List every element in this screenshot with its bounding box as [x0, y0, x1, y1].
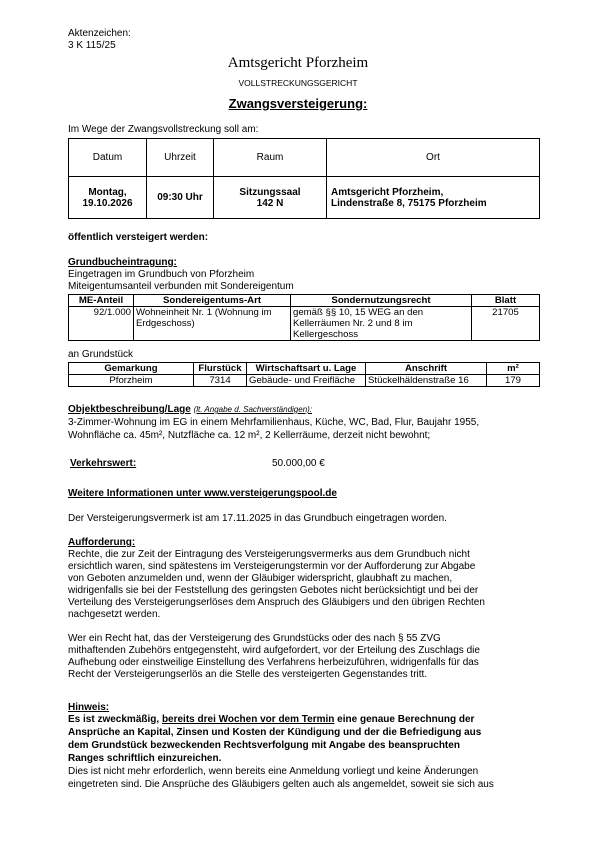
grundbuch-line2: Miteigentumsanteil verbunden mit Sondereigentum: [68, 281, 294, 292]
objekt-line: 3-Zimmer-Wohnung im EG in einem Mehrfamilienhaus, Küche, WC, Bad, Flur, Baujahr 1955,: [68, 417, 480, 428]
sondernutzung-line: Kellergeschoss: [293, 329, 359, 340]
col-blatt: Blatt: [472, 295, 540, 307]
hinweis-bold-line: Ranges schriftlich einzureichen.: [68, 753, 222, 764]
verkehrswert-value: 50.000,00 €: [272, 458, 325, 469]
weitere-info-link[interactable]: Weitere Informationen unter www.versteigerungspool.de: [68, 488, 337, 499]
objekt-heading-wrap: [68, 404, 312, 416]
sondernutzung-line: gemäß §§ 10, 15 WEG an den: [293, 307, 424, 318]
grundbuch-heading: Grundbucheintragung:: [68, 257, 177, 268]
header-ort: Ort: [327, 139, 540, 177]
grundbuch-line1: Eingetragen im Grundbuch von Pforzheim: [68, 269, 255, 280]
place-address: Lindenstraße 8, 75175 Pforzheim: [331, 197, 487, 209]
col-gemarkung: Gemarkung: [69, 363, 194, 375]
aufforderung-heading: Aufforderung:: [68, 537, 136, 548]
cell-anschrift: Stückelhäldenstraße 16: [366, 375, 487, 387]
aufforderung-line: Rechte, die zur Zeit der Eintragung des Versteigerungsvermerks aus dem Grundbuch nicht: [68, 549, 470, 560]
hinweis-line: Dies ist nicht mehr erforderlich, wenn bereits eine Anmeldung vorliegt und keine Änderungen: [68, 766, 479, 777]
hinweis-line: eingetreten sind. Die Ansprüche des Gläubigers gelten auch als angemeldet, soweit sie sich aus: [68, 779, 494, 790]
header-uhrzeit: Uhrzeit: [147, 139, 214, 177]
schedule-table: [68, 138, 540, 219]
aufforderung-line: Verteilung des Versteigerungserlöses dem Anspruch des Gläubigers und den übrigen Rechten: [68, 597, 485, 608]
col-wirtschaftsart: Wirtschaftsart u. Lage: [247, 363, 366, 375]
aufforderung-line: widrigenfalls sie bei der Feststellung des geringsten Gebotes nicht berücksichtigt und bei der: [68, 585, 479, 596]
cell-wirtschaftsart: Gebäude- und Freifläche: [247, 375, 366, 387]
room-name: Sitzungssaal: [239, 186, 301, 198]
art-line: Erdgeschoss): [136, 318, 195, 329]
header-datum: Datum: [69, 139, 147, 177]
schedule-room: [214, 177, 327, 219]
aufforderung-line: Wer ein Recht hat, das der Versteigerung des Grundstücks oder des nach § 55 ZVG: [68, 633, 441, 644]
hinweis-bold-line: [68, 714, 474, 726]
place-name: Amtsgericht Pforzheim,: [331, 186, 444, 198]
cell-flurstueck: 7314: [194, 375, 247, 387]
cell-m2: 179: [487, 375, 540, 387]
col-m2: m²: [487, 363, 540, 375]
col-me-anteil: ME-Anteil: [69, 295, 134, 307]
grundstueck-table: [68, 362, 540, 387]
header-raum: Raum: [214, 139, 327, 177]
date-value: 19.10.2026: [82, 197, 133, 209]
col-anschrift: Anschrift: [366, 363, 487, 375]
col-flurstueck: Flurstück: [194, 363, 247, 375]
court-subtitle: VOLLSTRECKUNGSGERICHT: [238, 78, 358, 88]
aufforderung-line: Recht der Versteigerungserlös an die Stelle des versteigerten Gegenstandes tritt.: [68, 669, 428, 680]
cell-blatt: 21705: [472, 307, 540, 341]
document-title: Zwangsversteigerung:: [228, 96, 368, 111]
objekt-heading-note: (lt. Angabe d. Sachverständigen):: [193, 405, 313, 414]
schedule-date: [69, 177, 147, 219]
aufforderung-line: nachgesetzt werden.: [68, 609, 161, 620]
cell-art: [134, 307, 291, 341]
objekt-line: Wohnfläche ca. 45m², Nutzfläche ca. 12 m², 2 Kellerräume, derzeit nicht bewohnt;: [68, 430, 431, 441]
hinweis-start: Es ist zweckmäßig,: [68, 714, 162, 725]
col-sondereigentum: Sondereigentums-Art: [134, 295, 291, 307]
art-line: Wohneinheit Nr. 1 (Wohnung im: [136, 307, 272, 318]
cell-gemarkung: Pforzheim: [69, 375, 194, 387]
schedule-place: [327, 177, 540, 219]
sondernutzung-line: Kellerräumen Nr. 2 und 8 im: [293, 318, 413, 329]
auction-note: öffentlich versteigert werden:: [68, 232, 209, 243]
hinweis-bold-line: dem Grundstück bezweckenden Rechtsverfolgung mit Angabe des beanspruchten: [68, 740, 460, 751]
objekt-heading: Objektbeschreibung/Lage: [68, 404, 191, 415]
hinweis-heading: Hinweis:: [68, 702, 110, 713]
intro-text: Im Wege der Zwangsvollstreckung soll am:: [68, 124, 259, 135]
room-number: 142 N: [256, 197, 284, 209]
hinweis-deadline: bereits drei Wochen vor dem Termin: [161, 714, 335, 725]
court-name: Amtsgericht Pforzheim: [227, 55, 369, 71]
aufforderung-line: Aufhebung oder einstweilige Einstellung des Verfahrens herbeizuführen, widrigenfalls für das: [68, 657, 479, 668]
date-weekday: Montag,: [88, 186, 127, 198]
aufforderung-line: von Geboten anzumelden und, wenn der Gläubiger widerspricht, glaubhaft zu machen,: [68, 573, 453, 584]
col-sondernutzung: Sondernutzungsrecht: [291, 295, 472, 307]
aufforderung-line: mithaftenden Zubehörs entgegensteht, wird aufgefordert, vor der Erteilung des Zuschlags die: [68, 645, 480, 656]
vermerk-text: Der Versteigerungsvermerk ist am 17.11.2025 in das Grundbuch eingetragen worden.: [68, 513, 447, 524]
schedule-time: 09:30 Uhr: [147, 177, 214, 219]
hinweis-rest: eine genaue Berechnung der: [334, 714, 475, 725]
aktenzeichen-label: Aktenzeichen:: [68, 28, 131, 39]
cell-sondernutzung: [291, 307, 472, 341]
hinweis-bold-line: Ansprüche an Kapital, Zinsen und Kosten der Kündigung und der die Befriedigung aus: [68, 727, 482, 738]
cell-anteil: 92/1.000: [69, 307, 134, 341]
grundbuch-table: [68, 294, 540, 341]
verkehrswert-label: Verkehrswert:: [70, 458, 137, 469]
aktenzeichen-value: 3 K 115/25: [68, 40, 116, 51]
an-grundstueck: an Grundstück: [68, 349, 134, 360]
aufforderung-line: ersichtlich waren, sind spätestens im Versteigerungstermin vor der Aufforderung zur Abgabe: [68, 561, 476, 572]
